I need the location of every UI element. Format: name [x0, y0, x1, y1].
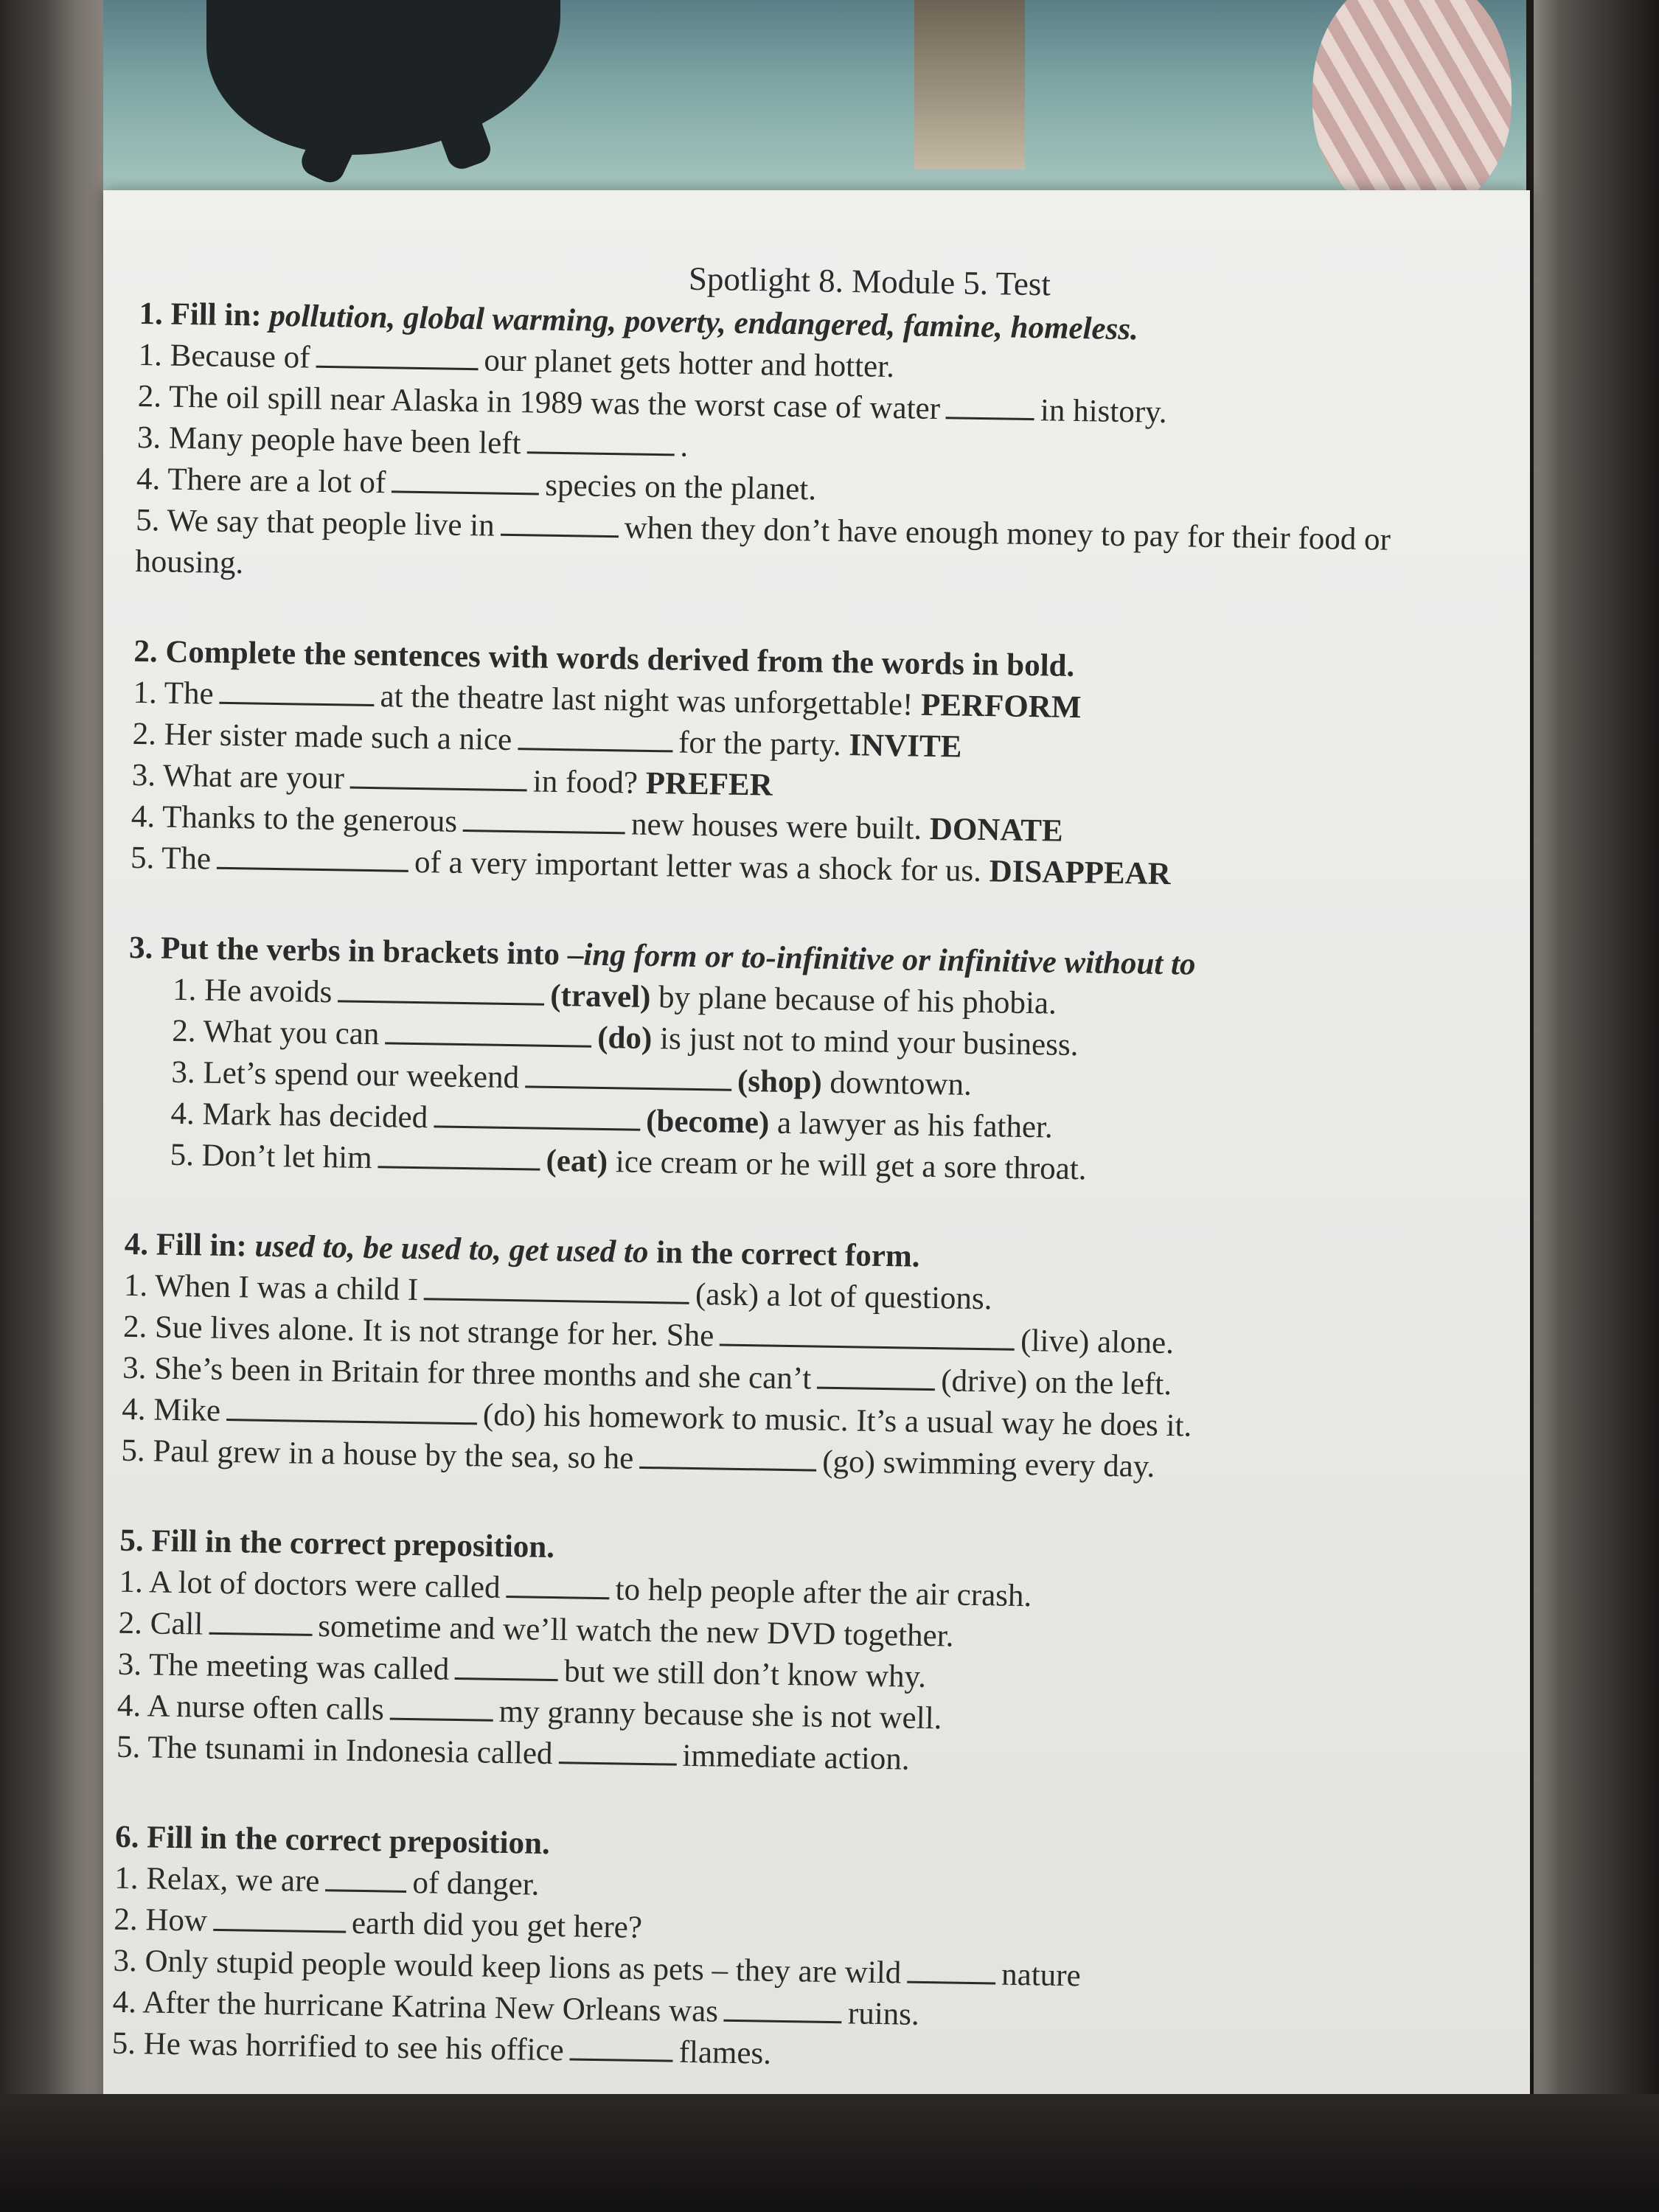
phone-frame-right: [1534, 0, 1659, 2212]
list-item: 4. Mike (do) his homework to music. It’s a usual way he does it.: [121, 1391, 1192, 1444]
answer-blank[interactable]: [378, 1139, 540, 1170]
list-item: 3. Let’s spend our weekend (shop) downtown.: [171, 1054, 973, 1102]
answer-blank[interactable]: [907, 1955, 996, 1985]
list-item: 5. Paul grew in a house by the sea, so he (go) swimming every day.: [121, 1433, 1155, 1484]
section-heading: 3. Put the verbs in brackets into –ing form or to-infinitive or infinitive without to: [128, 930, 1196, 982]
list-item: 5. He was horrified to see his office flames.: [111, 2025, 772, 2071]
answer-blank[interactable]: [526, 425, 675, 456]
section-heading: 2. Complete the sentences with words derived from the words in bold.: [133, 633, 1075, 684]
answer-blank[interactable]: [525, 1059, 732, 1091]
list-item: 5. Don’t let him (eat) ice cream or he will get a sore throat.: [170, 1137, 1087, 1187]
answer-blank[interactable]: [226, 1392, 478, 1425]
answer-blank[interactable]: [325, 1863, 407, 1893]
list-item: 1. When I was a child I (ask) a lot of questions.: [123, 1267, 992, 1317]
section-heading: 4. Fill in: used to, be used to, get used to in the correct form.: [124, 1226, 920, 1274]
list-item: 3. Many people have been left .: [136, 420, 689, 464]
answer-blank[interactable]: [455, 1651, 559, 1681]
answer-blank[interactable]: [724, 1993, 843, 2024]
answer-blank[interactable]: [558, 1735, 677, 1766]
section-heading: 1. Fill in: pollution, global warming, poverty, endangered, famine, homeless.: [139, 296, 1139, 347]
list-item: 2. Sue lives alone. It is not strange for her. She (live) alone.: [122, 1309, 1175, 1361]
list-item: 4. There are a lot of species on the planet.: [136, 461, 817, 507]
answer-blank[interactable]: [338, 973, 545, 1005]
list-item: 2. Call sometime and we’ll watch the new DVD together.: [118, 1605, 954, 1654]
answer-blank[interactable]: [217, 841, 409, 872]
answer-blank[interactable]: [463, 803, 626, 834]
answer-blank[interactable]: [720, 1318, 1015, 1351]
book-cover-banner: [103, 0, 1526, 192]
list-item: 3. She’s been in Britain for three months and she can’t (drive) on the left.: [122, 1350, 1172, 1402]
list-item: 5. The of a very important letter was a shock for us. DISAPPEAR: [130, 840, 1172, 892]
list-item: 4. After the hurricane Katrina New Orleans was ruins.: [112, 1984, 920, 2032]
list-item: 3. Only stupid people would keep lions as pets – they are wild nature: [113, 1943, 1082, 1994]
list-item: 2. How earth did you get here?: [114, 1902, 643, 1945]
section-1: [135, 293, 1511, 604]
answer-blank[interactable]: [946, 390, 1035, 420]
test-content: [111, 249, 1511, 2135]
section-2: [131, 631, 1506, 900]
section-6: [111, 1817, 1486, 2086]
list-item: 1. Because of our planet gets hotter and hotter.: [138, 337, 895, 385]
answer-blank[interactable]: [569, 2031, 673, 2062]
list-item: 2. Her sister made such a nice for the party. INVITE: [132, 716, 962, 765]
phone-frame-bottom: [0, 2094, 1659, 2212]
list-item: 1. The at the theatre last night was unforgettable! PERFORM: [133, 675, 1082, 726]
answer-blank[interactable]: [817, 1360, 936, 1391]
answer-blank[interactable]: [213, 1902, 347, 1933]
answer-blank[interactable]: [434, 1099, 641, 1130]
answer-blank[interactable]: [385, 1015, 592, 1047]
answer-blank[interactable]: [390, 1691, 494, 1722]
list-item: 4. A nurse often calls my granny because she is not well.: [116, 1688, 942, 1736]
onion-dome-image: [1312, 0, 1512, 192]
answer-blank[interactable]: [392, 464, 540, 495]
tower-image: [914, 0, 1025, 170]
answer-blank[interactable]: [350, 760, 528, 792]
section-3: [125, 928, 1500, 1197]
section-heading: 6. Fill in the correct preposition.: [114, 1819, 551, 1861]
phone-frame-left: [0, 0, 111, 2212]
section-5: [116, 1520, 1492, 1790]
answer-blank[interactable]: [501, 507, 619, 538]
list-item: 2. What you can (do) is just not to mind your business.: [171, 1013, 1079, 1063]
page-title: Spotlight 8. Module 5. Test: [688, 260, 1051, 303]
list-item: 5. The tsunami in Indonesia called immediate action.: [116, 1729, 910, 1777]
answer-blank[interactable]: [639, 1440, 817, 1472]
list-item: 5. We say that people live in when they don’t have enough money to pay for their food or housing.: [134, 502, 1391, 581]
section-4: [121, 1224, 1496, 1493]
section-heading: 5. Fill in the correct preposition.: [119, 1523, 555, 1565]
list-item: 3. The meeting was called but we still don’t know why.: [117, 1646, 927, 1694]
list-item: 3. What are your in food? PREFER: [131, 757, 773, 803]
list-item: 2. The oil spill near Alaska in 1989 was the worst case of water in history.: [137, 378, 1167, 430]
answer-blank[interactable]: [506, 1569, 610, 1599]
list-item: 1. A lot of doctors were called to help people after the air crash.: [119, 1564, 1032, 1614]
list-item: 4. Thanks to the generous new houses were built. DONATE: [131, 799, 1064, 849]
list-item: 1. He avoids (travel) by plane because of his phobia.: [172, 972, 1057, 1021]
answer-blank[interactable]: [209, 1606, 313, 1636]
answer-blank[interactable]: [424, 1271, 690, 1304]
answer-blank[interactable]: [316, 339, 479, 370]
list-item: 4. Mark has decided (become) a lawyer as his father.: [170, 1096, 1054, 1145]
test-sheet: [103, 190, 1530, 2137]
answer-blank[interactable]: [219, 675, 375, 706]
list-item: 1. Relax, we are of danger.: [114, 1860, 540, 1902]
answer-blank[interactable]: [518, 721, 673, 752]
